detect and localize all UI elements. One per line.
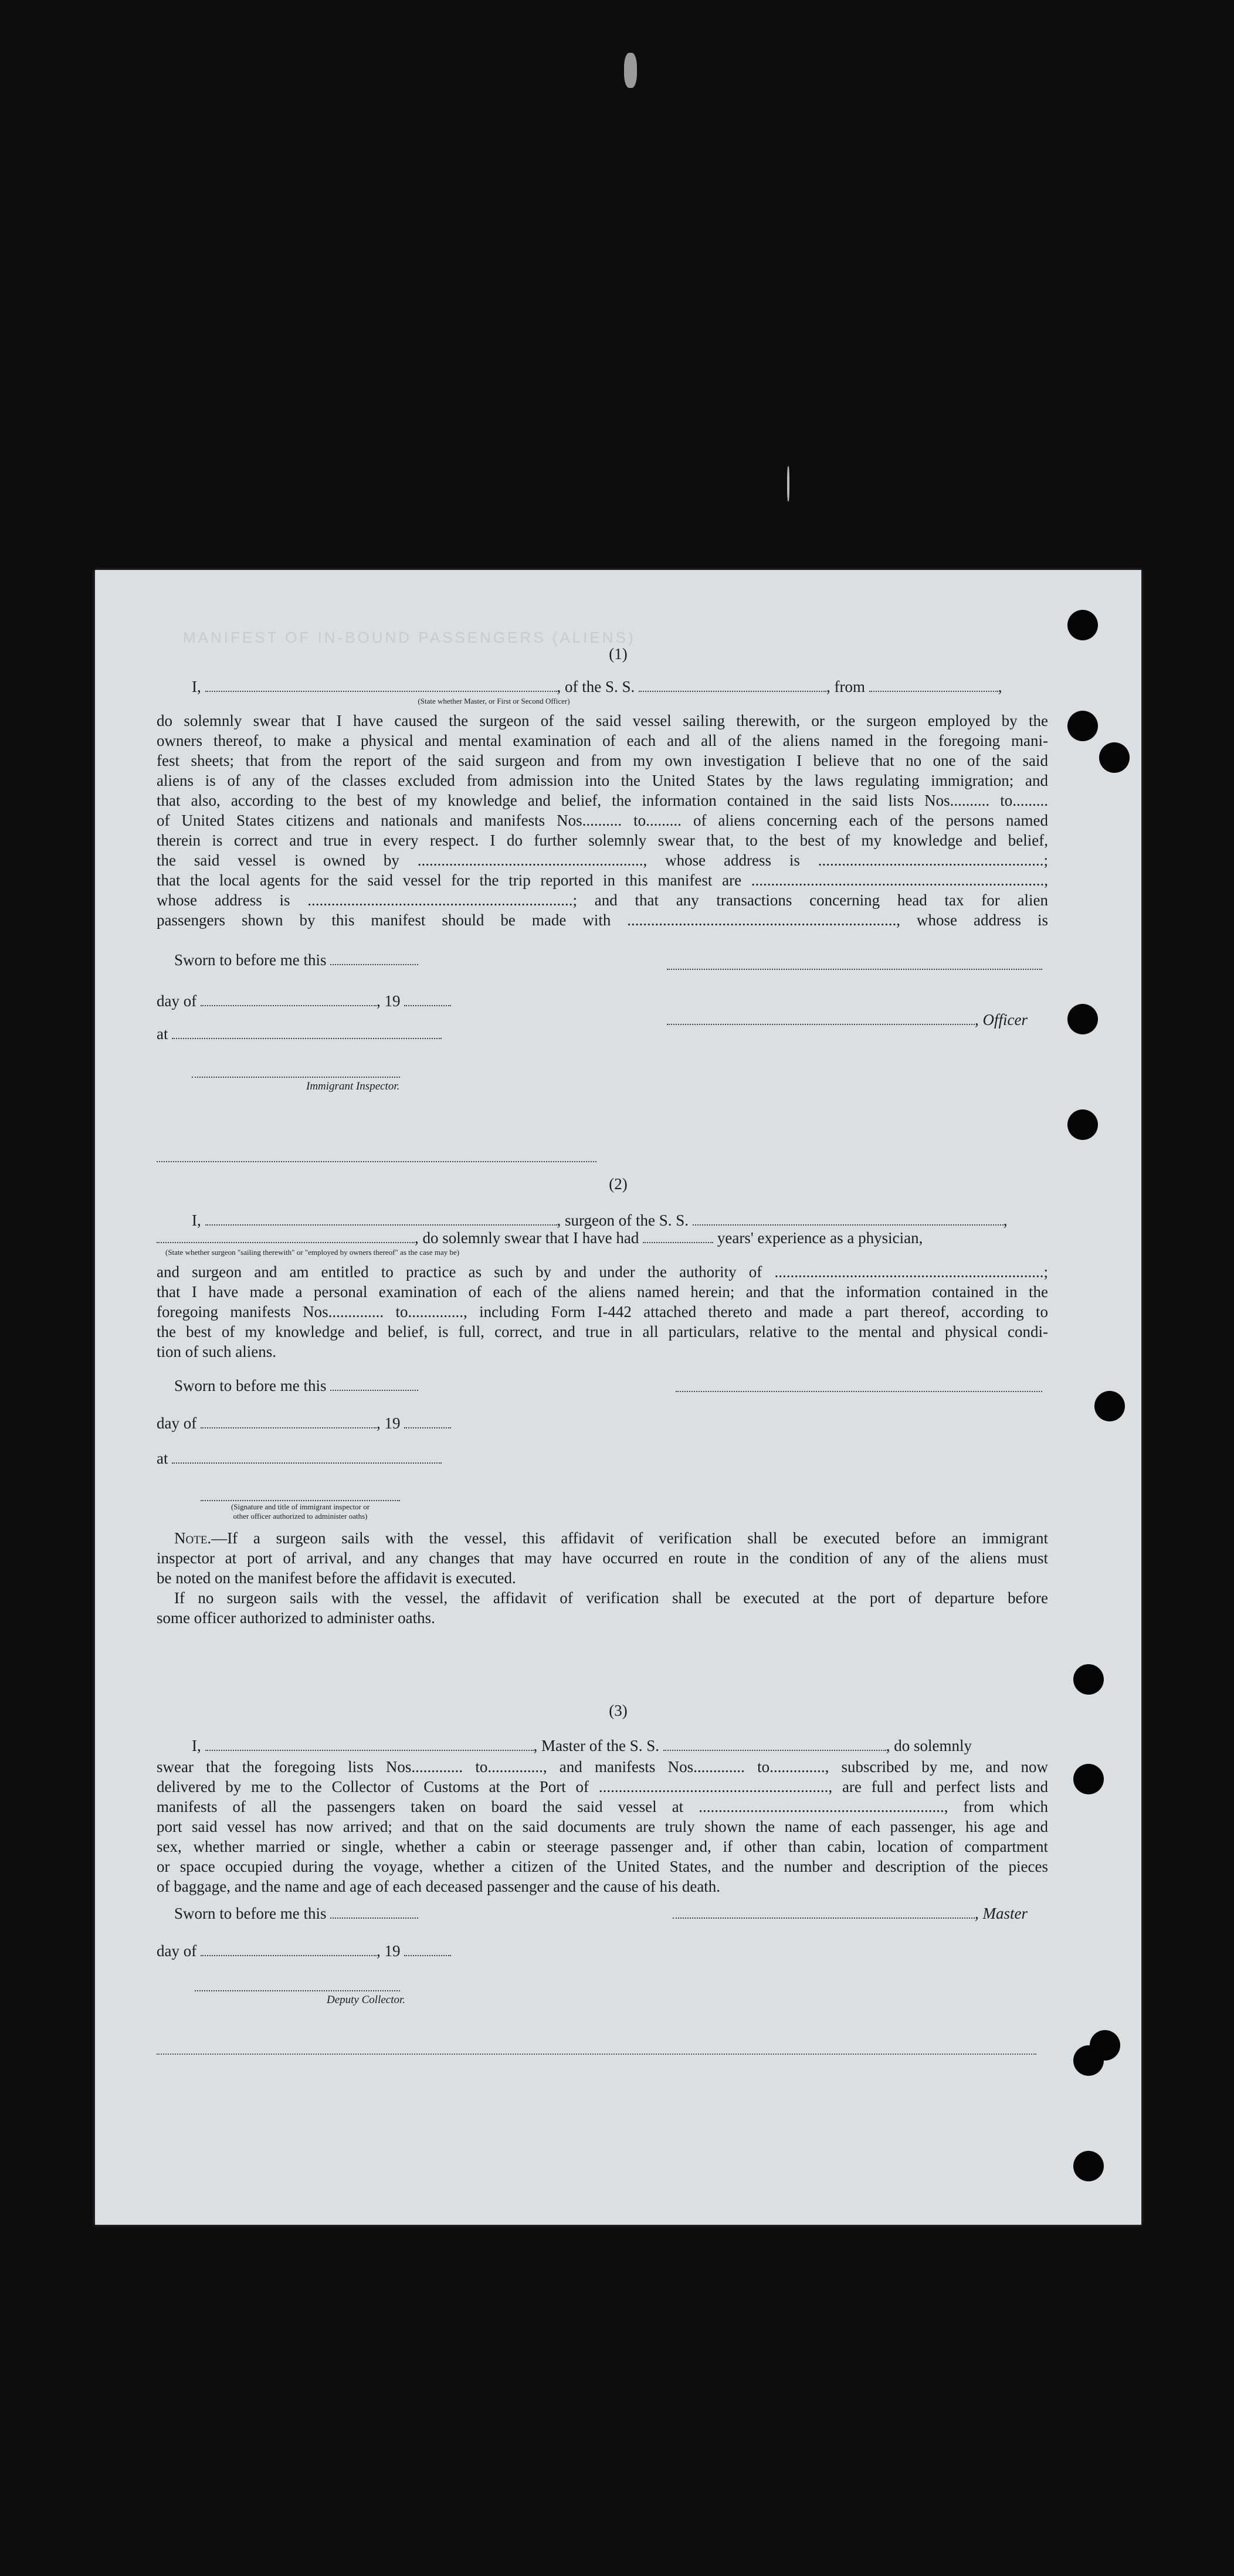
section-number: (2) (609, 1175, 628, 1193)
body-line: of United States citizens and nationals and manifests Nos.......... to......... of aliens concerning each of the persons named (157, 812, 1048, 829)
note-label: Note. (174, 1529, 212, 1547)
oath-line: , do solemnly swear that I have had years' experience as a physician, (157, 1229, 923, 1247)
text: Sworn to before me this (174, 951, 327, 969)
section-number: (1) (609, 645, 628, 663)
signature-blank (673, 1905, 975, 1919)
text: I, (192, 1211, 201, 1229)
text: day of (157, 1414, 197, 1432)
body-line: therein is correct and true in every respect. I do further solemnly swear that, to the best of my knowledge and belief, (157, 831, 1048, 849)
body-line: fest sheets; that from the report of the said surgeon and from my own investigation I believe that no one of the said (157, 752, 1048, 769)
section-number: (3) (609, 1702, 628, 1719)
text: , Officer (975, 1011, 1028, 1029)
text: day of (157, 992, 197, 1010)
bottom-rule (157, 2054, 1036, 2055)
section-3 (95, 570, 1141, 2095)
note-line: inspector at port of arrival, and any changes that may have occurred en route in the condition of any of the aliens must (157, 1549, 1048, 1567)
caption: Deputy Collector. (327, 1994, 406, 2006)
binder-hole (1073, 2151, 1104, 2181)
caption: (State whether surgeon "sailing therewith" or "employed by owners thereof" as the case may be) (165, 1248, 460, 1257)
oath-line (192, 1737, 972, 1755)
text: , of the S. S. (557, 678, 635, 695)
body-line: passengers shown by this manifest should be made with ...................................................................., whose address is (157, 911, 1048, 929)
manifest-page (95, 570, 1141, 2225)
body-line: the said vessel is owned by ........................................................., whose address is .........................................................; (157, 851, 1048, 869)
text: Sworn to before me this (174, 1905, 327, 1922)
body-line: or space occupied during the voyage, whether a citizen of the United States, and the number and description of the pieces (157, 1858, 1048, 1875)
master-line (673, 1905, 1028, 1923)
body-line: that I have made a personal examination of each of the aliens named herein; and that the information contained in the (157, 1283, 1048, 1301)
text: , do solemnly (886, 1737, 972, 1754)
body-line: the best of my knowledge and belief, is full, correct, and true in all particulars, relative to the mental and physical condi- (157, 1323, 1048, 1340)
text: , Master (975, 1905, 1028, 1922)
text: , 19 (376, 1942, 401, 1960)
vessel-blank (663, 1737, 886, 1751)
caption: (State whether Master, or First or Second Officer) (418, 697, 570, 705)
scan-mark (787, 466, 789, 501)
text: years' experience as a physician (717, 1229, 919, 1247)
body-line: port said vessel has now arrived; and that on the said documents are truly shown the name of each passenger, his age and (157, 1818, 1048, 1835)
text: —If a surgeon sails with the vessel, this affidavit of verification shall be executed before an immigrant (211, 1529, 1048, 1547)
text: day of (157, 1942, 197, 1960)
body-line: whose address is ...................................................................; and that any transactions concerning head tax for alien (157, 891, 1048, 909)
text: , from (826, 678, 865, 695)
deputy-signature-blank (195, 1989, 400, 1991)
body-line: aliens is of any of the classes excluded from admission into the United States by the laws regulating immigration; and (157, 772, 1048, 789)
body-line: owners thereof, to make a physical and mental examination of each and all of the aliens named in the foregoing mani- (157, 732, 1048, 749)
blank (330, 1905, 418, 1919)
name-blank (205, 1737, 534, 1751)
caption: other officer authorized to administer oaths) (233, 1512, 368, 1521)
note-line: be noted on the manifest before the affidavit is executed. (157, 1569, 516, 1587)
note-line: If no surgeon sails with the vessel, the affidavit of verification shall be executed at the port of departure before (174, 1589, 1048, 1607)
text: Sworn to before me this (174, 1377, 327, 1394)
text: I, (192, 678, 201, 695)
blank (404, 1942, 451, 1956)
text: at (157, 1025, 168, 1043)
body-line: manifests of all the passengers taken on board the said vessel at .............................................................., from which (157, 1798, 1048, 1815)
text: I, (192, 1737, 201, 1754)
text: , surgeon of the S. S. (557, 1211, 689, 1229)
body-line: foregoing manifests Nos.............. to.............., including Form I-442 attached thereto and made a part thereof, according to (157, 1303, 1048, 1321)
text: , do solemnly swear that I have had (415, 1229, 639, 1247)
oath-body (157, 1757, 1048, 1896)
body-line: and surgeon and am entitled to practice as such by and under the authority of ....................................................................; (157, 1263, 1048, 1281)
text: , 19 (376, 1414, 401, 1432)
scan-speck (624, 53, 637, 88)
note-line: some officer authorized to administer oaths. (157, 1609, 435, 1627)
text: , 19 (376, 992, 401, 1010)
body-line: do solemnly swear that I have caused the surgeon of the said vessel sailing therewith, or the surgeon employed by the (157, 712, 1048, 729)
oath-line: I, , of the S. S. , from , (192, 678, 1002, 695)
body-line: of baggage, and the name and age of each deceased passenger and the cause of his death. (157, 1878, 721, 1895)
blank (201, 1942, 377, 1956)
text: , Master of the S. S. (533, 1737, 659, 1754)
body-line: swear that the foregoing lists Nos............. to.............., and manifests Nos............. to.............., subscribed by me, and now (157, 1758, 1048, 1776)
text: at (157, 1450, 168, 1467)
day-line (157, 1942, 451, 1960)
caption: Immigrant Inspector. (306, 1080, 400, 1092)
caption: (Signature and title of immigrant inspector or (230, 1502, 370, 1511)
faint-header: MANIFEST OF IN-BOUND PASSENGERS (ALIENS) (183, 629, 636, 646)
body-line: delivered by me to the Collector of Customs at the Port of .........................................................., are full and perfect lists and (157, 1778, 1048, 1796)
body-line: that the local agents for the said vessel for the trip reported in this manifest are .........................................................................., (157, 871, 1048, 889)
body-line: tion of such aliens. (157, 1343, 276, 1360)
sworn-line (174, 1905, 418, 1923)
body-line: that also, according to the best of my knowledge and belief, the information contained in the said lists Nos.......... to......... (157, 792, 1048, 809)
body-line: sex, whether married or single, whether a cabin or steerage passenger and, if other than cabin, location of compartment (157, 1838, 1048, 1855)
oath-line: I, , surgeon of the S. S. , (192, 1211, 1008, 1229)
